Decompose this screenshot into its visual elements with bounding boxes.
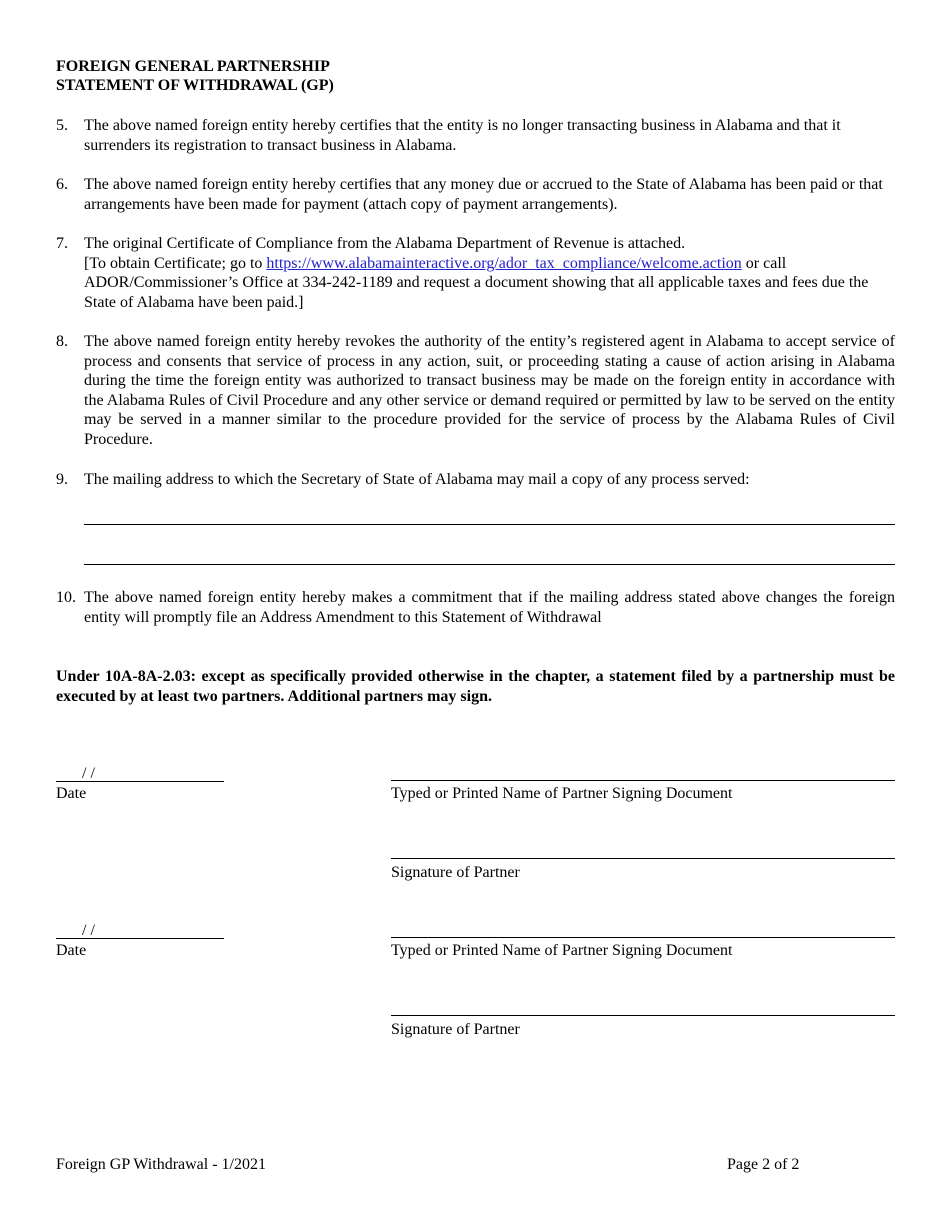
form-title-line-2: STATEMENT OF WITHDRAWAL (GP) bbox=[56, 77, 334, 94]
item-text-instructions: [To obtain Certificate; go to https://www.alabamainteractive.org/ador_tax_compliance/welcome.action or call ADOR/Commissioner’s Office at 334-242-1189 and request a document showing that all applicable taxes and fees due the State of Alabama have been paid.] bbox=[84, 254, 869, 311]
item-text: The above named foreign entity hereby certifies that the entity is no longer transacting business in Alabama and that it surrenders its registration to transact business in Alabama. bbox=[84, 117, 841, 154]
item-9 bbox=[56, 470, 895, 490]
item-8 bbox=[56, 332, 895, 452]
date-slashes: / / bbox=[82, 765, 95, 782]
item-6 bbox=[56, 175, 895, 215]
date-label: Date bbox=[56, 785, 87, 802]
item-text: The above named foreign entity hereby certifies that any money due or accrued to the State of Alabama has been paid or that arrangements have been made for payment (attach copy of payment arrangements). bbox=[84, 176, 883, 213]
mailing-address-line-2[interactable] bbox=[84, 564, 895, 565]
date-label: Date bbox=[56, 942, 87, 959]
date-field[interactable] bbox=[56, 921, 224, 939]
date-field[interactable] bbox=[56, 764, 224, 782]
item-text: The above named foreign entity hereby revokes the authority of the entity’s registered agent in Alabama to accept service of process and consents that service of process in any action, suit, or proceeding stating a cause of action arising in Alabama during the time the foreign entity was authorized to transact business may be made on the foreign entity in accordance with the Alabama Rules of Civil Procedure and any other service or demand required or permitted by law to be served on the entity may be served in a manner similar to the procedure provided for the service of process by the Alabama Rules of Civil Procedure. bbox=[84, 333, 895, 448]
item-10 bbox=[56, 588, 895, 628]
item-number: 7. bbox=[56, 235, 68, 252]
mailing-address-line-1[interactable] bbox=[84, 524, 895, 525]
partner-signature-label: Signature of Partner bbox=[391, 864, 520, 881]
item-number: 9. bbox=[56, 471, 68, 488]
item-number: 10. bbox=[56, 589, 76, 606]
form-title-line-1: FOREIGN GENERAL PARTNERSHIP bbox=[56, 58, 330, 75]
item-text: The mailing address to which the Secretary of State of Alabama may mail a copy of any process served: bbox=[84, 471, 750, 488]
partner-name-field[interactable] bbox=[391, 780, 895, 781]
partner-signature-field[interactable] bbox=[391, 858, 895, 859]
footer-page-number: Page 2 of 2 bbox=[727, 1156, 800, 1173]
item-5 bbox=[56, 116, 895, 156]
partner-signature-label: Signature of Partner bbox=[391, 1021, 520, 1038]
item-text: The original Certificate of Compliance from the Alabama Department of Revenue is attached. bbox=[84, 235, 686, 252]
item-number: 5. bbox=[56, 117, 68, 134]
item-text: The above named foreign entity hereby makes a commitment that if the mailing address stated above changes the foreign entity will promptly file an Address Amendment to this Statement of Withdrawal bbox=[84, 589, 895, 626]
date-slashes: / / bbox=[82, 922, 95, 939]
partner-name-label: Typed or Printed Name of Partner Signing Document bbox=[391, 785, 733, 802]
form-title bbox=[56, 57, 334, 95]
partner-name-label: Typed or Printed Name of Partner Signing Document bbox=[391, 942, 733, 959]
partner-signature-notice: Under 10A-8A-2.03: except as specifically provided otherwise in the chapter, a statement filed by a partnership must be executed by at least two partners. Additional partners may sign. bbox=[56, 668, 895, 705]
footer-form-id: Foreign GP Withdrawal - 1/2021 bbox=[56, 1156, 266, 1173]
item-number: 8. bbox=[56, 333, 68, 350]
ador-compliance-link[interactable]: https://www.alabamainteractive.org/ador_tax_compliance/welcome.action bbox=[266, 254, 742, 272]
item-7 bbox=[56, 234, 895, 314]
item-number: 6. bbox=[56, 176, 68, 193]
partner-signature-field[interactable] bbox=[391, 1015, 895, 1016]
partner-name-field[interactable] bbox=[391, 937, 895, 938]
